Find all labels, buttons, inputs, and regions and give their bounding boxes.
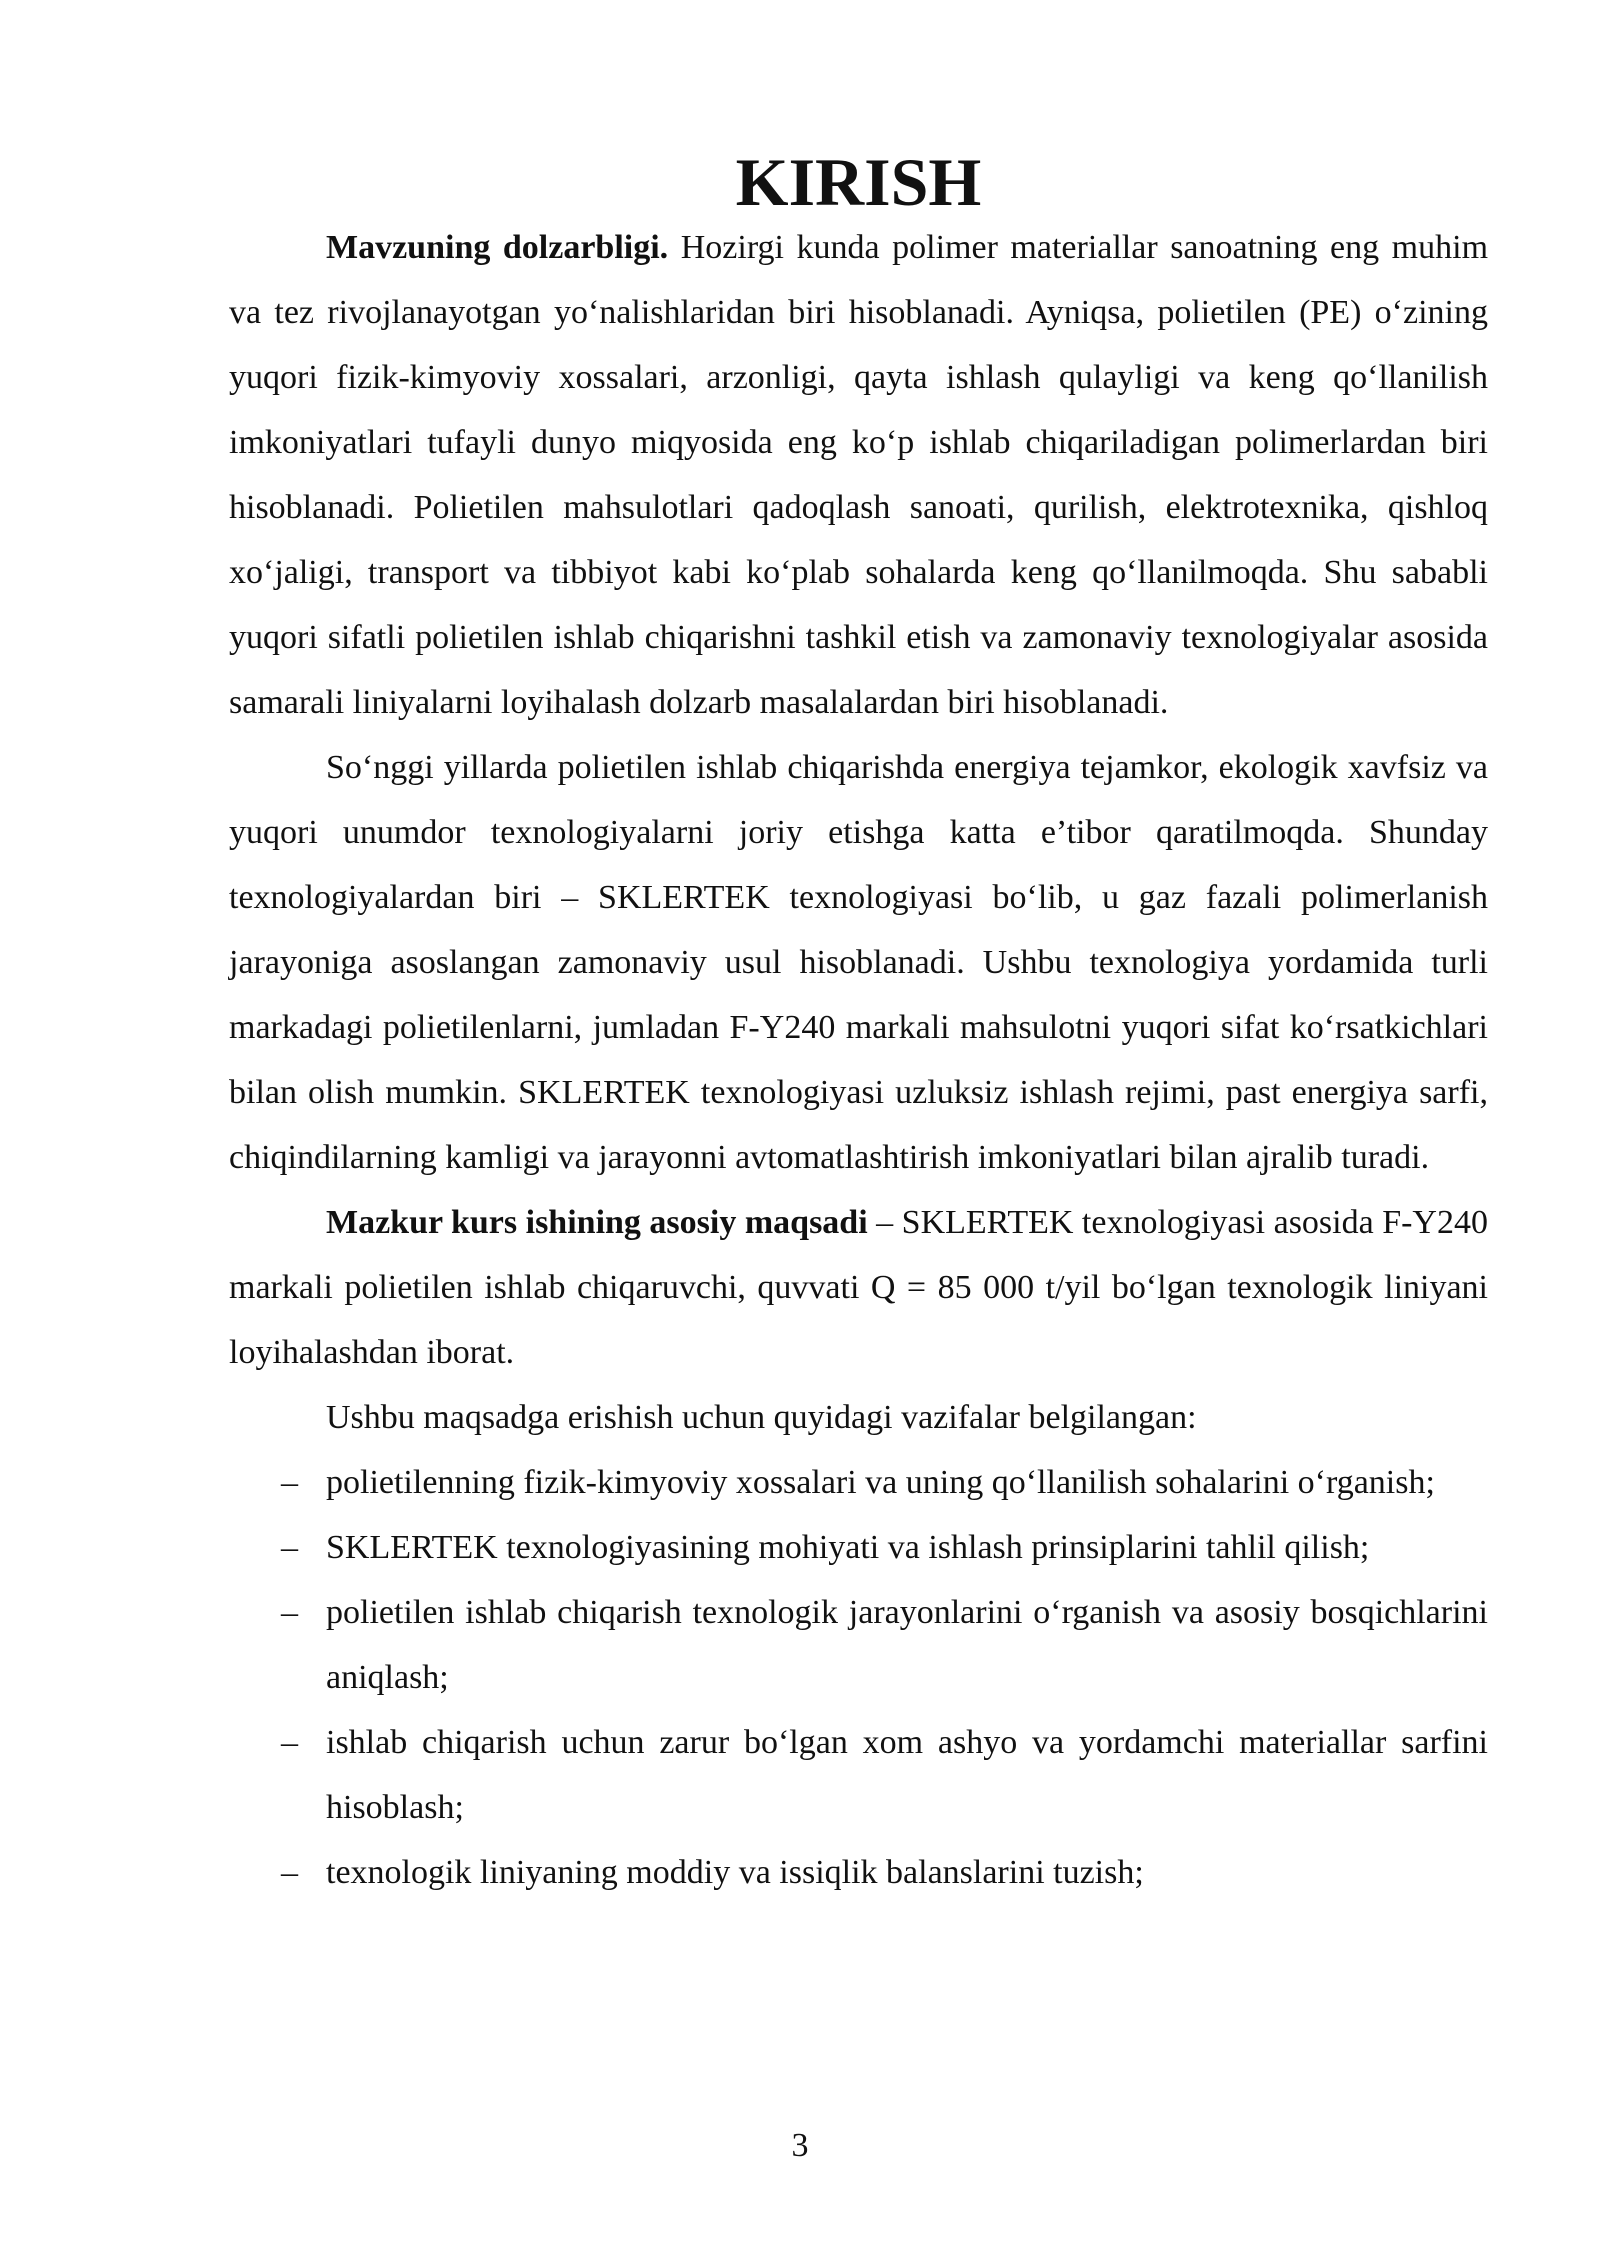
list-item-text: texnologik liniyaning moddiy va issiqlik balanslarini tuzish; — [326, 1854, 1144, 1891]
list-dash: – — [281, 1854, 298, 1891]
page-title: KIRISH — [735, 144, 982, 220]
list-item-text: SKLERTEK texnologiyasining mohiyati va ishlash prinsiplarini tahlil qilish; — [326, 1529, 1370, 1566]
page-content — [229, 144, 1489, 1905]
page-number: 3 — [791, 2127, 809, 2164]
paragraph-lead: Mazkur kurs ishining asosiy maqsadi — [326, 1204, 868, 1241]
list-item — [229, 1450, 1488, 1515]
list-item — [229, 1580, 1488, 1710]
paragraph-technology — [229, 735, 1488, 1190]
list-dash: – — [281, 1724, 298, 1761]
paragraph-lead: Mavzuning dolzarbligi. — [326, 229, 669, 266]
list-item-text: polietilen ishlab chiqarish texnologik jarayonlarini o‘rganish va asosiy bosqichlarini aniqlash; — [326, 1594, 1488, 1696]
task-list — [229, 1450, 1488, 1905]
list-item — [229, 1710, 1488, 1840]
paragraph-relevance — [229, 215, 1488, 735]
paragraph-tasks-intro — [229, 1385, 1488, 1450]
paragraph-text: – SKLERTEK texnologiyasi asosida F-Y240 markali polietilen ishlab chiqaruvchi, quvvati Q = 85 000 t/yil bo‘lgan texnologik liniyani loyihalashdan iborat. — [229, 1204, 1488, 1371]
list-dash: – — [281, 1529, 298, 1566]
list-item — [229, 1515, 1488, 1580]
list-dash: – — [281, 1464, 298, 1501]
list-item — [229, 1840, 1488, 1905]
list-item-text: polietilenning fizik-kimyoviy xossalari va uning qo‘llanilish sohalarini o‘rganish; — [326, 1464, 1435, 1501]
paragraph-text: So‘nggi yillarda polietilen ishlab chiqarishda energiya tejamkor, ekologik xavfsiz va yuqori unumdor texnologiyalarni joriy etishga katta e’tibor qaratilmoqda. Shunday texnologiyalardan biri – SKLERTEK texnologiyasi bo‘lib, u gaz fazali polimerlanish jarayoniga asoslangan zamonaviy usul hisoblanadi. Ushbu texnologiya yordamida turli markadagi polietilenlarni, jumladan F-Y240 markali mahsulotni yuqori sifat ko‘rsatkichlari bilan olish mumkin. SKLERTEK texnologiyasi uzluksiz ishlash rejimi, past energiya sarfi, chiqindilarning kamligi va jarayonni avtomatlashtirish imkoniyatlari bilan ajralib turadi. — [229, 749, 1488, 1176]
list-item-text: ishlab chiqarish uchun zarur bo‘lgan xom ashyo va yordamchi materiallar sarfini hisoblash; — [326, 1724, 1488, 1826]
paragraph-text: Ushbu maqsadga erishish uchun quyidagi vazifalar belgilangan: — [326, 1399, 1197, 1436]
paragraph-goal — [229, 1190, 1488, 1385]
list-dash: – — [281, 1594, 298, 1631]
paragraph-text: Hozirgi kunda polimer materiallar sanoatning eng muhim va tez rivojlanayotgan yo‘nalishlaridan biri hisoblanadi. Ayniqsa, polietilen (PE) o‘zining yuqori fizik-kimyoviy xossalari, arzonligi, qayta ishlash qulayligi va keng qo‘llanilish imkoniyatlari tufayli dunyo miqyosida eng ko‘p ishlab chiqariladigan polimerlardan biri hisoblanadi. Polietilen mahsulotlari qadoqlash sanoati, qurilish, elektrotexnika, qishloq xo‘jaligi, transport va tibbiyot kabi ko‘plab sohalarda keng qo‘llanilmoqda. Shu sababli yuqori sifatli polietilen ishlab chiqarishni tashkil etish va zamonaviy texnologiyalar asosida samarali liniyalarni loyihalash dolzarb masalalardan biri hisoblanadi. — [229, 229, 1489, 721]
